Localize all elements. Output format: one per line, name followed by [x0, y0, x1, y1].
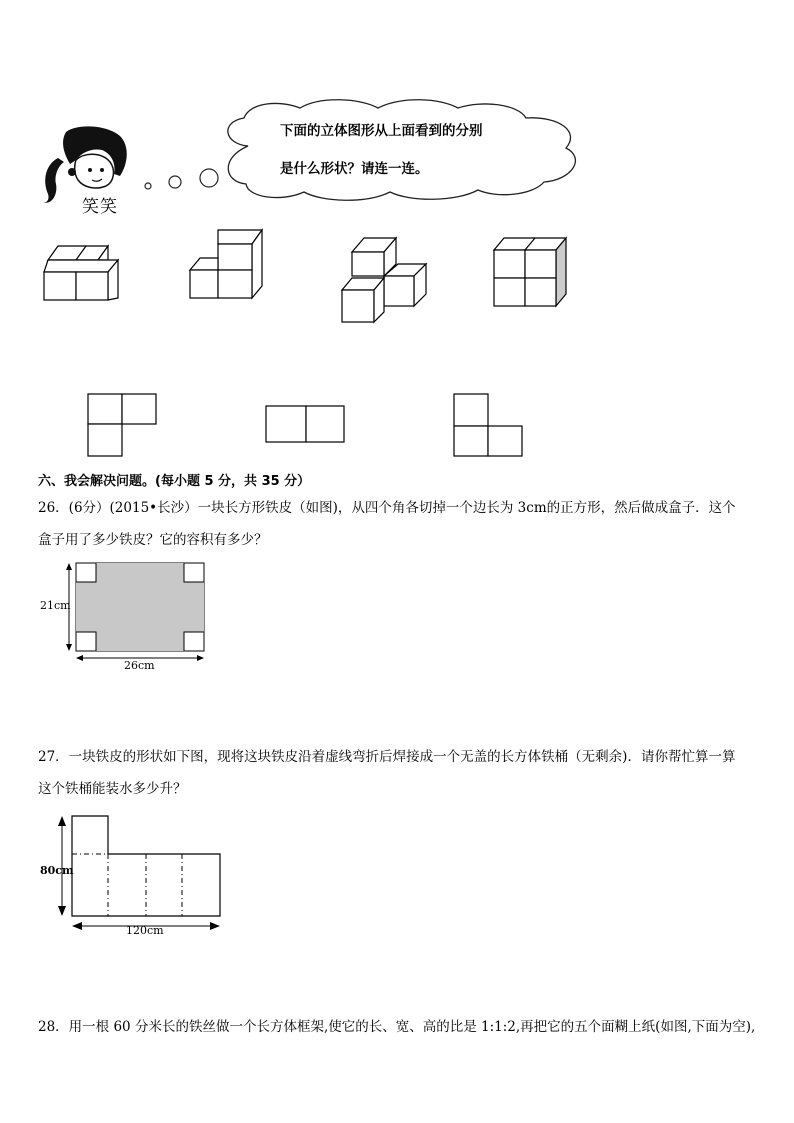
question-27-line1: 27．一块铁皮的形状如下图，现将这块铁皮沿着虚线弯折后焊接成一个无盖的长方体铁桶（无剩余)．请你帮忙算一算 [38, 749, 736, 765]
question-26-line1: 26．(6分）(2015•长沙）一块长方形铁皮（如图)，从四个角各切掉一个边长为 3cm的正方形，然后做成盒子．这个 [38, 500, 736, 516]
bubble-text-line2: 是什么形状？请连一连。 [280, 161, 429, 177]
q26-width-label: 26cm [124, 659, 155, 672]
solid-figure-2 [186, 226, 266, 304]
q26-height-label: 21cm [40, 599, 71, 612]
q26-sheet-diagram [36, 560, 216, 670]
question-27-line2: 这个铁桶能装水多少升？ [38, 781, 187, 797]
top-view-figure-1 [86, 392, 158, 458]
cartoon-caption: 笑笑 [82, 197, 118, 217]
q27-height-label: 80cm [40, 864, 74, 877]
q27-width-label: 120cm [126, 924, 164, 937]
solid-figure-1 [40, 244, 130, 304]
thought-bubble [140, 98, 590, 208]
question-26-line2: 盒子用了多少铁皮？它的容积有多少？ [38, 532, 268, 548]
section-heading: 六、我会解决问题。(每小题 5 分，共 35 分） [38, 474, 311, 489]
question-28-line1: 28．用一根 60 分米长的铁丝做一个长方体框架,使它的长、宽、高的比是 1:1:2,再把它的五个面糊上纸(如图,下面为空), [38, 1019, 756, 1035]
top-view-figure-2 [264, 404, 348, 444]
bubble-text-line1: 下面的立体图形从上面看到的分别 [280, 123, 483, 139]
top-view-figure-3 [452, 392, 526, 458]
solid-figure-3 [338, 236, 430, 326]
solid-figure-4 [490, 236, 570, 310]
